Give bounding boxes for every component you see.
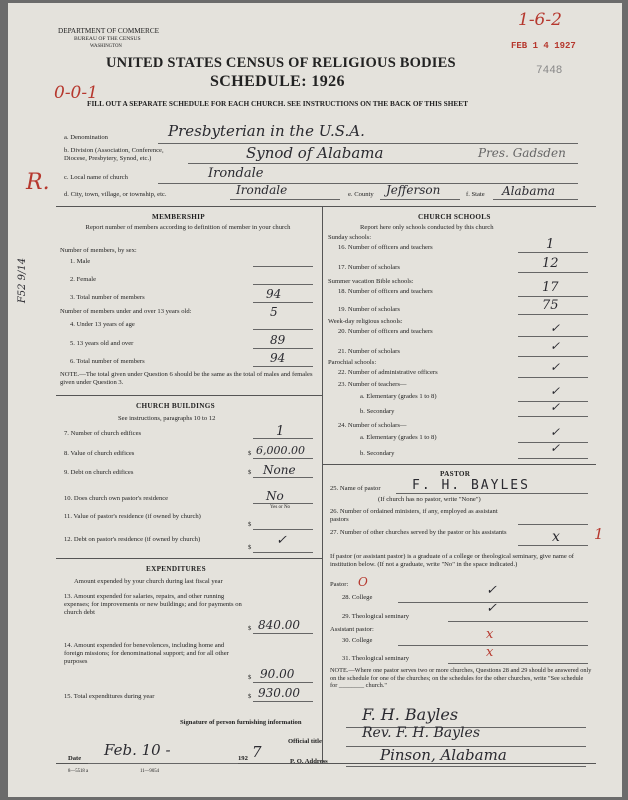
q5-over13-label: 5. 13 years old and over	[70, 340, 134, 347]
official-title-label: Official title	[288, 738, 322, 745]
margin-r-mark: R.	[26, 170, 50, 195]
form-code-2: 11—9054	[140, 769, 160, 774]
county-value: Jefferson	[386, 183, 441, 197]
q31-label: 31. Theological seminary	[342, 655, 410, 662]
schools-title: CHURCH SCHOOLS	[418, 213, 491, 221]
q7-value: 1	[276, 424, 285, 439]
po-address-value: Pinson, Alabama	[380, 746, 507, 764]
q27-label: 27. Number of other churches served by the pastor or his assistants	[330, 529, 507, 536]
division-extra: Pres. Gadsden	[478, 146, 566, 160]
q23b-label: b. Secondary	[360, 408, 395, 415]
date-value: Feb. 10 -	[104, 741, 171, 759]
form-code: 8—5518 a	[68, 769, 89, 774]
q31-red-mark: x	[486, 645, 494, 660]
q26-label: 26. Number of ordained ministers, if any, employed as assistant pastors	[330, 508, 498, 523]
membership-note: NOTE.—The total given under Question 6 should be the same as the total of males and females given under Question 3.	[60, 371, 313, 386]
q29-label: 29. Theological seminary	[342, 613, 410, 620]
q15-label: 15. Total expenditures during year	[64, 693, 155, 700]
buildings-title: CHURCH BUILDINGS	[136, 402, 215, 410]
membership-intro: Report number of members according to definition of member in your church	[85, 224, 291, 231]
q30-red-mark: x	[486, 627, 494, 642]
division-label: b. Division (Association, Conference, Diocese, Presbytery, Synod, etc.)	[64, 147, 164, 162]
q14-dollar: $	[248, 674, 252, 681]
q11-label: 11. Value of pastor's residence (if owned by church)	[64, 513, 201, 520]
by-sex-label: Number of members, by sex:	[60, 247, 137, 254]
city-header-label: WASHINGTON	[90, 44, 122, 49]
q22-check: ✓	[550, 360, 561, 374]
pastor-note: NOTE.—Where one pastor serves two or more churches, Questions 28 and 29 should be answered only on the schedule for one of the churches; on the schedules for the other churches, write "See schedule for ________ church."	[330, 667, 592, 690]
q10-value: No	[266, 489, 284, 503]
denomination-label: a. Denomination	[64, 134, 108, 141]
form-title: UNITED STATES CENSUS OF RELIGIOUS BODIES	[106, 55, 456, 71]
schools-intro: Report here only schools conducted by this church	[360, 224, 494, 231]
q4-under13-label: 4. Under 13 years of age	[70, 321, 135, 328]
q8-label: 8. Value of church edifices	[64, 450, 135, 457]
expenditures-intro: Amount expended by your church during last fiscal year	[74, 578, 223, 585]
date-label: Date	[68, 755, 82, 762]
q30-label: 30. College	[342, 637, 373, 644]
signature-label: Signature of person furnishing information	[180, 719, 302, 726]
pastor-sub-label: Pastor:	[330, 581, 349, 588]
q15-dollar: $	[248, 693, 252, 700]
q28-label: 28. College	[342, 594, 373, 601]
pastor-red-mark: O	[358, 575, 368, 589]
q25-note: (If church has no pastor, write "None")	[378, 496, 481, 503]
q22-label: 22. Number of administrative officers	[338, 369, 438, 376]
state-label: f. State	[466, 191, 485, 198]
q9-label: 9. Debt on church edifices	[64, 469, 134, 476]
q17-value: 12	[542, 256, 559, 271]
column-divider	[322, 206, 323, 763]
frame-top-divider	[56, 206, 596, 207]
parochial-label: Parochial schools:	[328, 359, 377, 366]
age-value: 5	[270, 305, 278, 319]
q29-check: ✓	[486, 601, 497, 616]
city-label: d. City, town, village, or township, etc.	[64, 191, 167, 198]
q11-dollar: $	[248, 521, 252, 528]
q20-check: ✓	[550, 321, 561, 335]
q16-value: 1	[546, 237, 555, 252]
q3-total-value: 94	[266, 287, 282, 301]
q12-value: ✓	[276, 533, 287, 548]
assistant-label: Assistant pastor:	[330, 626, 374, 633]
q12-dollar: $	[248, 544, 252, 551]
q23b-check: ✓	[550, 400, 561, 414]
q14-value: 90.00	[260, 667, 295, 681]
q18-value: 17	[542, 280, 559, 295]
census-form-sheet	[8, 3, 622, 797]
q10-label: 10. Does church own pastor's residence	[64, 495, 169, 502]
q23a-check: ✓	[550, 384, 561, 398]
q12-label: 12. Debt on pastor's residence (if owned by church)	[64, 536, 201, 543]
q20-label: 20. Number of officers and teachers	[338, 328, 433, 335]
q24b-check: ✓	[550, 441, 561, 455]
q24a-check: ✓	[550, 425, 561, 439]
q5-over13-value: 89	[270, 333, 286, 347]
q21-label: 21. Number of scholars	[338, 348, 400, 355]
q6-total-value: 94	[270, 351, 286, 365]
q13-label: 13. Amount expended for salaries, repairs, and other running expenses; for improvements or new buildings; and for payments on church debt	[64, 593, 242, 616]
q13-value: 840.00	[258, 618, 300, 632]
q19-value: 75	[542, 298, 559, 313]
q16-label: 16. Number of officers and teachers	[338, 244, 433, 251]
official-title-value: Rev. F. H. Bayles	[362, 725, 481, 741]
summer-label: Summer vacation Bible schools:	[328, 278, 414, 285]
bureau-label: BUREAU OF THE CENSUS	[74, 36, 141, 42]
q18-label: 18. Number of officers and teachers	[338, 288, 433, 295]
pastor-title: PASTOR	[440, 470, 471, 478]
signature-value: F. H. Bayles	[362, 705, 459, 724]
q8-dollar: $	[248, 450, 252, 457]
q8-value: 6,000.00	[256, 444, 305, 457]
left-code: 0-0-1	[54, 83, 98, 103]
q24-label: 24. Number of scholars—	[338, 422, 407, 429]
q25-label: 25. Name of pastor	[330, 485, 381, 492]
q13-dollar: $	[248, 625, 252, 632]
q15-value: 930.00	[258, 686, 300, 700]
q24a-label: a. Elementary (grades 1 to 8)	[360, 434, 437, 441]
division-value: Synod of Alabama	[246, 144, 384, 162]
q27-red-mark: 1	[594, 525, 604, 543]
denomination-value: Presbyterian in the U.S.A.	[168, 122, 365, 140]
local-name-label: c. Local name of church	[64, 174, 128, 181]
q14-label: 14. Amount expended for benevolences, including home and foreign missions; for denominational support; and for all other purposes	[64, 642, 229, 665]
q23-label: 23. Number of teachers—	[338, 381, 407, 388]
q28-check: ✓	[486, 583, 497, 598]
department-label: DEPARTMENT OF COMMERCE	[58, 27, 160, 35]
state-value: Alabama	[502, 184, 556, 198]
membership-title: MEMBERSHIP	[152, 213, 205, 221]
q9-value: None	[263, 463, 296, 477]
year-prefix: 192	[238, 755, 248, 762]
weekday-label: Week-day religious schools:	[328, 318, 403, 325]
buildings-intro: See instructions, paragraphs 10 to 12	[118, 415, 216, 422]
margin-side-note: F52 9/14	[17, 257, 29, 304]
q24b-label: b. Secondary	[360, 450, 395, 457]
schedule-title: SCHEDULE: 1926	[210, 73, 345, 90]
instruction-line: FILL OUT A SEPARATE SCHEDULE FOR EACH CHURCH. SEE INSTRUCTIONS ON THE BACK OF THIS SHEET	[87, 99, 469, 108]
q3-total-label: 3. Total number of members	[70, 294, 145, 301]
city-value: Irondale	[236, 183, 288, 197]
q17-label: 17. Number of scholars	[338, 264, 400, 271]
yes-no-hint: Yes or No	[270, 505, 291, 510]
schools-bottom-divider	[322, 464, 596, 465]
q25-pastor-name: F. H. BAYLES	[412, 478, 530, 493]
q27-value: x	[552, 529, 560, 545]
q23a-label: a. Elementary (grades 1 to 8)	[360, 393, 437, 400]
county-label: e. County	[348, 191, 374, 198]
stamp-number: 7448	[536, 65, 563, 77]
age-label: Number of members under and over 13 years old:	[60, 308, 192, 315]
q19-label: 19. Number of scholars	[338, 306, 400, 313]
q21-check: ✓	[550, 339, 561, 353]
membership-bottom-divider	[56, 395, 322, 396]
q1-male-label: 1. Male	[70, 258, 91, 265]
receipt-date-stamp: FEB 1 4 1927	[511, 41, 576, 51]
po-address-label: P. O. Address	[290, 758, 328, 765]
q6-total-label: 6. Total number of members	[70, 358, 145, 365]
top-right-code: 1-6-2	[518, 10, 562, 30]
sunday-label: Sunday schools:	[328, 234, 372, 241]
buildings-bottom-divider	[56, 558, 322, 559]
expenditures-title: EXPENDITURES	[146, 565, 206, 573]
q2-female-label: 2. Female	[70, 276, 97, 283]
year-value: 7	[252, 743, 262, 761]
local-name-value: Irondale	[208, 166, 264, 181]
graduate-note: If pastor (or assistant pastor) is a graduate of a college or theological seminary, give name of institution below. (If not a graduate, write "No" in the space indicated.)	[330, 553, 575, 568]
q7-label: 7. Number of church edifices	[64, 430, 142, 437]
q9-dollar: $	[248, 469, 252, 476]
